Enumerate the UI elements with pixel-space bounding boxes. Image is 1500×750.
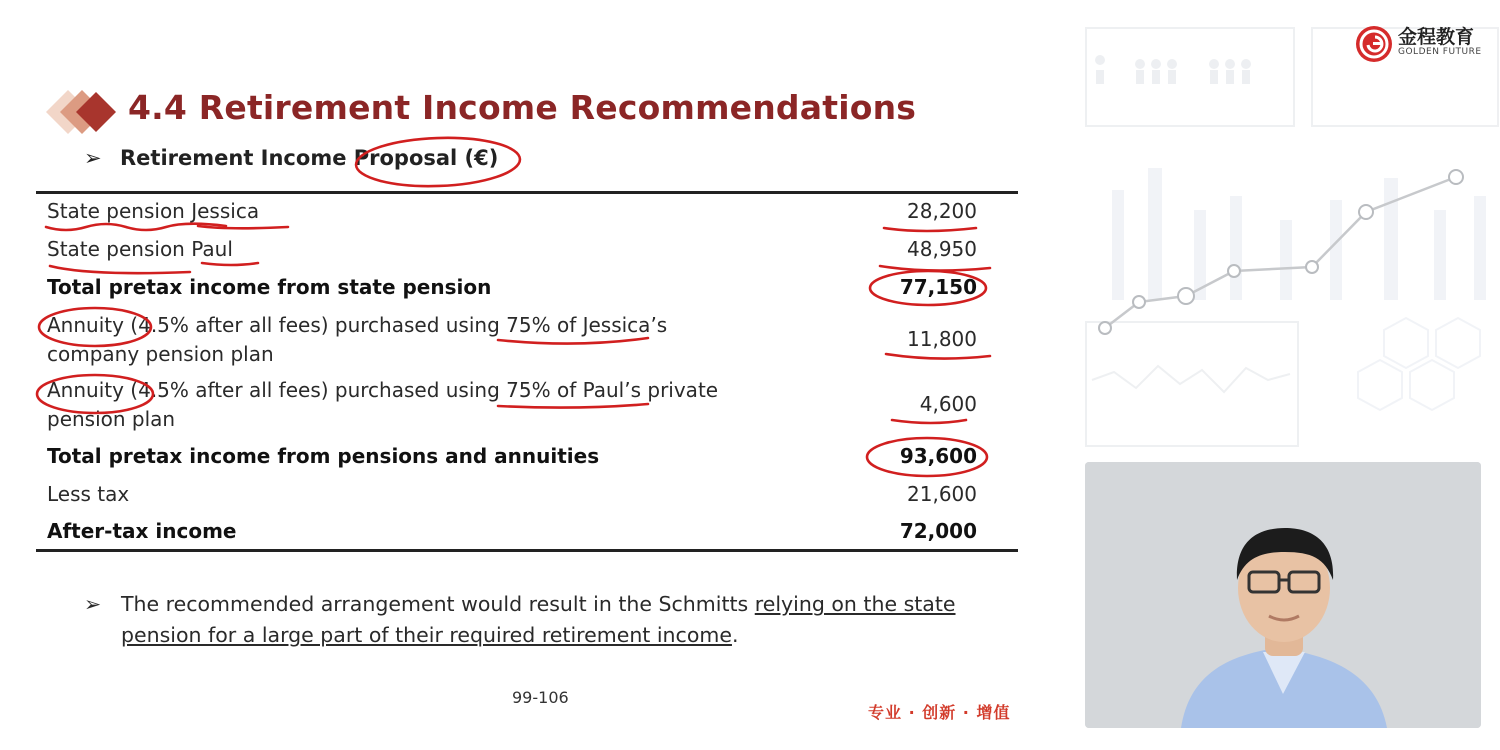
arrow-bullet-icon: ➢	[84, 592, 102, 616]
slogan: 专业 · 创新 · 增值	[868, 703, 1011, 722]
diamond-bullets-icon	[44, 88, 124, 136]
row-value: 93,600	[899, 444, 977, 468]
row-label-line2: pension plan	[47, 407, 176, 431]
presenter-webcam-video	[1085, 462, 1481, 728]
page-number: 99-106	[512, 688, 569, 707]
row-value: 48,950	[907, 237, 977, 261]
row-label	[47, 311, 827, 369]
note-text-before: The recommended arrangement would result in the Schmitts	[121, 592, 755, 616]
presenter-avatar	[1085, 462, 1481, 728]
subtitle	[84, 146, 498, 170]
logo-emblem-icon	[1354, 24, 1394, 64]
note-text-after: .	[731, 623, 739, 647]
row-label: State pension Jessica	[47, 199, 260, 223]
table-top-rule	[36, 191, 1018, 194]
row-label-line1: Annuity (4.5% after all fees) purchased using 75% of Jessica’s	[47, 313, 668, 337]
arrow-bullet-icon: ➢	[84, 146, 102, 170]
page-title: 4.4 Retirement Income Recommendations	[128, 88, 917, 127]
subtitle-text: Retirement Income Proposal (€)	[120, 146, 499, 170]
row-label: Less tax	[47, 482, 130, 506]
row-label-line2: company pension plan	[47, 342, 274, 366]
logo-text-cn: 金程教育	[1398, 26, 1475, 48]
row-value: 72,000	[899, 519, 977, 543]
row-label: Total pretax income from pensions and annuities	[47, 444, 600, 468]
row-value: 4,600	[919, 392, 977, 416]
row-label: After-tax income	[47, 519, 237, 543]
table-row-annuity-jessica	[47, 311, 977, 369]
logo-text-en: GOLDEN FUTURE	[1398, 47, 1482, 57]
row-value: 21,600	[907, 482, 977, 506]
note-text-underlined: relying on the state pension for a large part of their required retirement income	[121, 592, 956, 647]
row-value: 11,800	[907, 327, 977, 351]
income-table	[36, 191, 1018, 553]
summary-note-text	[121, 589, 1021, 651]
row-label-line1: Annuity (4.5% after all fees) purchased using 75% of Paul’s private	[47, 378, 719, 402]
table-row-annuity-paul	[47, 376, 977, 434]
row-value: 28,200	[907, 199, 977, 223]
table-bottom-rule	[36, 549, 1018, 552]
decorative-background-graphic	[1084, 0, 1500, 460]
row-label: Total pretax income from state pension	[47, 275, 492, 299]
row-value: 77,150	[899, 275, 977, 299]
row-label: State pension Paul	[47, 237, 233, 261]
row-label	[47, 376, 827, 434]
company-logo	[1354, 22, 1490, 66]
